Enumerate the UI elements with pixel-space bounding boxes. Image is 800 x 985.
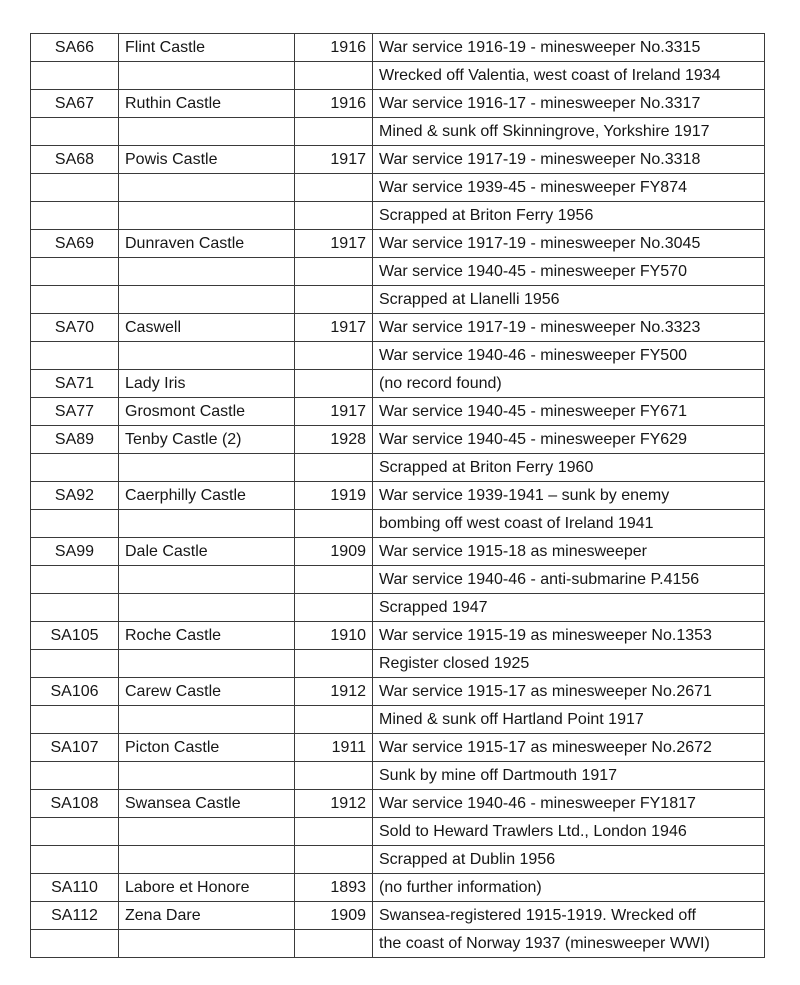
vessel-name-cell: Tenby Castle (2)	[119, 426, 295, 454]
build-year-cell	[295, 818, 373, 846]
build-year-cell	[295, 342, 373, 370]
table-row	[31, 706, 765, 734]
history-note-cell: War service 1940-45 - minesweeper FY570	[373, 258, 765, 286]
vessel-name-cell: Carew Castle	[119, 678, 295, 706]
history-note-cell: Scrapped at Llanelli 1956	[373, 286, 765, 314]
registration-cell	[31, 706, 119, 734]
table-row	[31, 930, 765, 958]
registration-cell	[31, 566, 119, 594]
history-note-cell: War service 1917-19 - minesweeper No.3318	[373, 146, 765, 174]
vessel-name-cell	[119, 594, 295, 622]
vessel-name-cell: Ruthin Castle	[119, 90, 295, 118]
build-year-cell: 1917	[295, 146, 373, 174]
table-row	[31, 846, 765, 874]
history-note-cell: Swansea-registered 1915-1919. Wrecked off	[373, 902, 765, 930]
history-note-cell: War service 1940-46 - minesweeper FY1817	[373, 790, 765, 818]
vessel-name-cell: Dale Castle	[119, 538, 295, 566]
build-year-cell	[295, 370, 373, 398]
vessel-name-cell	[119, 566, 295, 594]
history-note-cell: Scrapped at Dublin 1956	[373, 846, 765, 874]
vessel-name-cell	[119, 706, 295, 734]
vessel-name-cell: Swansea Castle	[119, 790, 295, 818]
table-row	[31, 482, 765, 510]
vessel-name-cell: Grosmont Castle	[119, 398, 295, 426]
build-year-cell	[295, 62, 373, 90]
table-row	[31, 902, 765, 930]
vessel-name-cell: Zena Dare	[119, 902, 295, 930]
table-row	[31, 258, 765, 286]
vessel-name-cell: Caerphilly Castle	[119, 482, 295, 510]
registration-cell: SA99	[31, 538, 119, 566]
table-row	[31, 510, 765, 538]
build-year-cell: 1909	[295, 902, 373, 930]
vessel-name-cell	[119, 342, 295, 370]
build-year-cell	[295, 202, 373, 230]
registration-cell: SA108	[31, 790, 119, 818]
table-row	[31, 566, 765, 594]
history-note-cell: War service 1915-17 as minesweeper No.2672	[373, 734, 765, 762]
table-row	[31, 314, 765, 342]
registration-cell	[31, 286, 119, 314]
build-year-cell	[295, 762, 373, 790]
vessel-name-cell: Caswell	[119, 314, 295, 342]
build-year-cell: 1917	[295, 398, 373, 426]
build-year-cell	[295, 174, 373, 202]
registration-cell	[31, 818, 119, 846]
registration-cell: SA110	[31, 874, 119, 902]
vessel-name-cell	[119, 258, 295, 286]
vessel-name-cell	[119, 118, 295, 146]
history-note-cell: War service 1916-17 - minesweeper No.3317	[373, 90, 765, 118]
history-note-cell: War service 1939-45 - minesweeper FY874	[373, 174, 765, 202]
registration-cell: SA106	[31, 678, 119, 706]
table-row	[31, 118, 765, 146]
build-year-cell	[295, 118, 373, 146]
build-year-cell	[295, 510, 373, 538]
table-row	[31, 594, 765, 622]
registration-cell	[31, 202, 119, 230]
table-row	[31, 818, 765, 846]
registration-cell: SA71	[31, 370, 119, 398]
table-row	[31, 678, 765, 706]
history-note-cell: War service 1916-19 - minesweeper No.3315	[373, 34, 765, 62]
registration-cell	[31, 650, 119, 678]
table-row	[31, 538, 765, 566]
vessel-name-cell	[119, 846, 295, 874]
history-note-cell: War service 1917-19 - minesweeper No.3045	[373, 230, 765, 258]
registration-cell: SA67	[31, 90, 119, 118]
registration-cell	[31, 930, 119, 958]
registration-cell: SA68	[31, 146, 119, 174]
table-row	[31, 454, 765, 482]
table-row	[31, 146, 765, 174]
table-row	[31, 762, 765, 790]
table-row	[31, 90, 765, 118]
history-note-cell: Scrapped 1947	[373, 594, 765, 622]
registration-cell	[31, 62, 119, 90]
registration-cell	[31, 846, 119, 874]
table-row	[31, 622, 765, 650]
table-row	[31, 790, 765, 818]
history-note-cell: War service 1940-45 - minesweeper FY629	[373, 426, 765, 454]
build-year-cell	[295, 930, 373, 958]
build-year-cell	[295, 286, 373, 314]
registration-cell	[31, 762, 119, 790]
history-note-cell: Sold to Heward Trawlers Ltd., London 1946	[373, 818, 765, 846]
build-year-cell	[295, 706, 373, 734]
table-row	[31, 286, 765, 314]
history-note-cell: the coast of Norway 1937 (minesweeper WWI)	[373, 930, 765, 958]
table-row	[31, 342, 765, 370]
history-note-cell: War service 1917-19 - minesweeper No.3323	[373, 314, 765, 342]
build-year-cell: 1911	[295, 734, 373, 762]
vessel-name-cell	[119, 818, 295, 846]
build-year-cell	[295, 846, 373, 874]
history-note-cell: Register closed 1925	[373, 650, 765, 678]
table-row	[31, 734, 765, 762]
build-year-cell	[295, 594, 373, 622]
registration-cell: SA77	[31, 398, 119, 426]
build-year-cell: 1928	[295, 426, 373, 454]
vessel-name-cell: Labore et Honore	[119, 874, 295, 902]
vessel-name-cell	[119, 62, 295, 90]
build-year-cell	[295, 650, 373, 678]
registration-cell: SA89	[31, 426, 119, 454]
vessel-name-cell	[119, 510, 295, 538]
table-row	[31, 398, 765, 426]
history-note-cell: bombing off west coast of Ireland 1941	[373, 510, 765, 538]
history-note-cell: (no record found)	[373, 370, 765, 398]
history-note-cell: War service 1940-46 - anti-submarine P.4156	[373, 566, 765, 594]
vessel-register-body	[31, 34, 765, 958]
vessel-name-cell: Powis Castle	[119, 146, 295, 174]
table-row	[31, 370, 765, 398]
build-year-cell: 1910	[295, 622, 373, 650]
vessel-name-cell: Picton Castle	[119, 734, 295, 762]
history-note-cell: War service 1915-18 as minesweeper	[373, 538, 765, 566]
build-year-cell: 1916	[295, 90, 373, 118]
registration-cell: SA66	[31, 34, 119, 62]
build-year-cell: 1919	[295, 482, 373, 510]
vessel-name-cell	[119, 202, 295, 230]
table-row	[31, 202, 765, 230]
history-note-cell: Mined & sunk off Skinningrove, Yorkshire 1917	[373, 118, 765, 146]
vessel-name-cell: Lady Iris	[119, 370, 295, 398]
table-row	[31, 426, 765, 454]
history-note-cell: Wrecked off Valentia, west coast of Ireland 1934	[373, 62, 765, 90]
vessel-name-cell: Roche Castle	[119, 622, 295, 650]
registration-cell	[31, 594, 119, 622]
build-year-cell: 1909	[295, 538, 373, 566]
history-note-cell: War service 1915-19 as minesweeper No.1353	[373, 622, 765, 650]
vessel-name-cell	[119, 930, 295, 958]
table-row	[31, 62, 765, 90]
registration-cell: SA105	[31, 622, 119, 650]
registration-cell: SA69	[31, 230, 119, 258]
table-row	[31, 874, 765, 902]
vessel-name-cell	[119, 454, 295, 482]
vessel-name-cell	[119, 174, 295, 202]
build-year-cell: 1916	[295, 34, 373, 62]
build-year-cell: 1912	[295, 678, 373, 706]
history-note-cell: Mined & sunk off Hartland Point 1917	[373, 706, 765, 734]
vessel-register-table	[30, 33, 765, 958]
table-row	[31, 34, 765, 62]
history-note-cell: War service 1940-46 - minesweeper FY500	[373, 342, 765, 370]
build-year-cell	[295, 566, 373, 594]
vessel-name-cell: Flint Castle	[119, 34, 295, 62]
registration-cell	[31, 454, 119, 482]
history-note-cell: Scrapped at Briton Ferry 1960	[373, 454, 765, 482]
table-row	[31, 230, 765, 258]
build-year-cell	[295, 454, 373, 482]
build-year-cell: 1917	[295, 314, 373, 342]
build-year-cell: 1912	[295, 790, 373, 818]
build-year-cell: 1893	[295, 874, 373, 902]
registration-cell: SA70	[31, 314, 119, 342]
registration-cell	[31, 258, 119, 286]
vessel-name-cell	[119, 650, 295, 678]
table-row	[31, 174, 765, 202]
registration-cell: SA112	[31, 902, 119, 930]
registration-cell: SA92	[31, 482, 119, 510]
table-row	[31, 650, 765, 678]
history-note-cell: War service 1940-45 - minesweeper FY671	[373, 398, 765, 426]
history-note-cell: Sunk by mine off Dartmouth 1917	[373, 762, 765, 790]
history-note-cell: War service 1915-17 as minesweeper No.2671	[373, 678, 765, 706]
registration-cell	[31, 174, 119, 202]
build-year-cell: 1917	[295, 230, 373, 258]
history-note-cell: Scrapped at Briton Ferry 1956	[373, 202, 765, 230]
history-note-cell: (no further information)	[373, 874, 765, 902]
registration-cell	[31, 342, 119, 370]
registration-cell: SA107	[31, 734, 119, 762]
vessel-name-cell	[119, 762, 295, 790]
build-year-cell	[295, 258, 373, 286]
history-note-cell: War service 1939-1941 – sunk by enemy	[373, 482, 765, 510]
vessel-name-cell	[119, 286, 295, 314]
vessel-name-cell: Dunraven Castle	[119, 230, 295, 258]
registration-cell	[31, 510, 119, 538]
registration-cell	[31, 118, 119, 146]
